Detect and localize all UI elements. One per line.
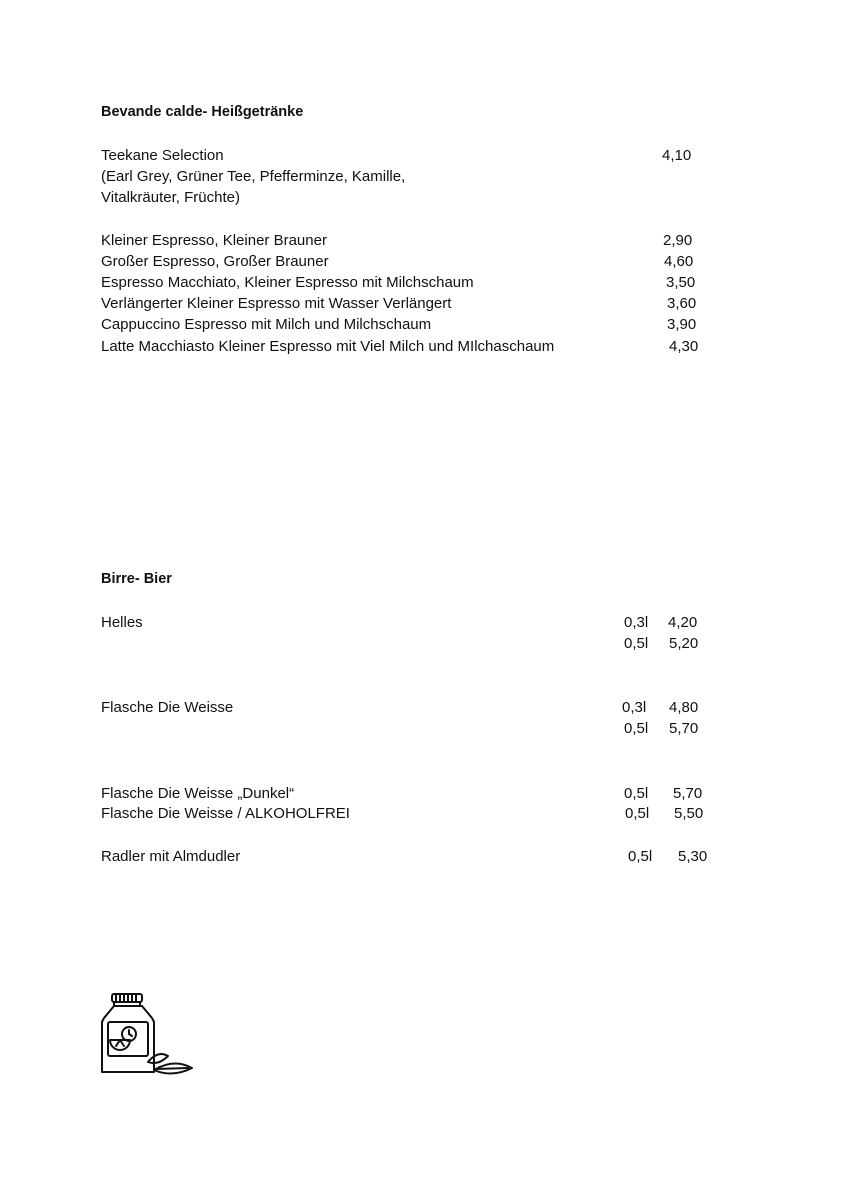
beer-size: 0,5l (625, 805, 650, 822)
tea-description-line: Vitalkräuter, Früchte) (101, 189, 240, 206)
beer-price: 4,20 (668, 614, 698, 631)
menu-item-price: 3,90 (667, 316, 697, 333)
menu-item-price: 2,90 (663, 232, 693, 249)
menu-item-name: Verlängerter Kleiner Espresso mit Wasser Verlängert (101, 295, 452, 312)
menu-item-name: Großer Espresso, Großer Brauner (101, 253, 329, 270)
beer-name: Flasche Die Weisse / ALKOHOLFREI (101, 805, 350, 822)
beer-price: 4,80 (669, 699, 699, 716)
section-title-beer: Birre- Bier (101, 571, 172, 587)
menu-item-price: 4,30 (669, 338, 699, 355)
beer-price: 5,20 (669, 635, 699, 652)
menu-item-price: 3,60 (667, 295, 697, 312)
beer-name: Helles (101, 614, 143, 631)
menu-item-price: 4,60 (664, 253, 694, 270)
beer-name: Radler mit Almdudler (101, 848, 241, 865)
tea-description-line: (Earl Grey, Grüner Tee, Pfefferminze, Kamille, (101, 168, 406, 185)
tea-name: Teekane Selection (101, 147, 224, 164)
juice-bottle-icon (96, 990, 198, 1080)
beer-size: 0,5l (628, 848, 653, 865)
beer-size: 0,5l (624, 785, 649, 802)
beer-size: 0,3l (624, 614, 649, 631)
beer-size: 0,5l (624, 720, 649, 737)
tea-price: 4,10 (662, 147, 692, 164)
beer-price: 5,70 (669, 720, 699, 737)
beer-size: 0,5l (624, 635, 649, 652)
menu-item-name: Espresso Macchiato, Kleiner Espresso mit Milchschaum (101, 274, 474, 291)
menu-item-name: Cappuccino Espresso mit Milch und Milchschaum (101, 316, 432, 333)
beer-name: Flasche Die Weisse (101, 699, 234, 716)
beer-price: 5,30 (678, 848, 708, 865)
menu-item-name: Kleiner Espresso, Kleiner Brauner (101, 232, 327, 249)
beer-name: Flasche Die Weisse „Dunkel“ (101, 785, 295, 802)
menu-item-price: 3,50 (666, 274, 696, 291)
beer-price: 5,70 (673, 785, 703, 802)
beer-price: 5,50 (674, 805, 704, 822)
beer-size: 0,3l (622, 699, 647, 716)
menu-item-name: Latte Macchiasto Kleiner Espresso mit Viel Milch und MIlchaschaum (101, 338, 555, 355)
section-title-hot-drinks: Bevande calde- Heißgetränke (101, 104, 304, 120)
